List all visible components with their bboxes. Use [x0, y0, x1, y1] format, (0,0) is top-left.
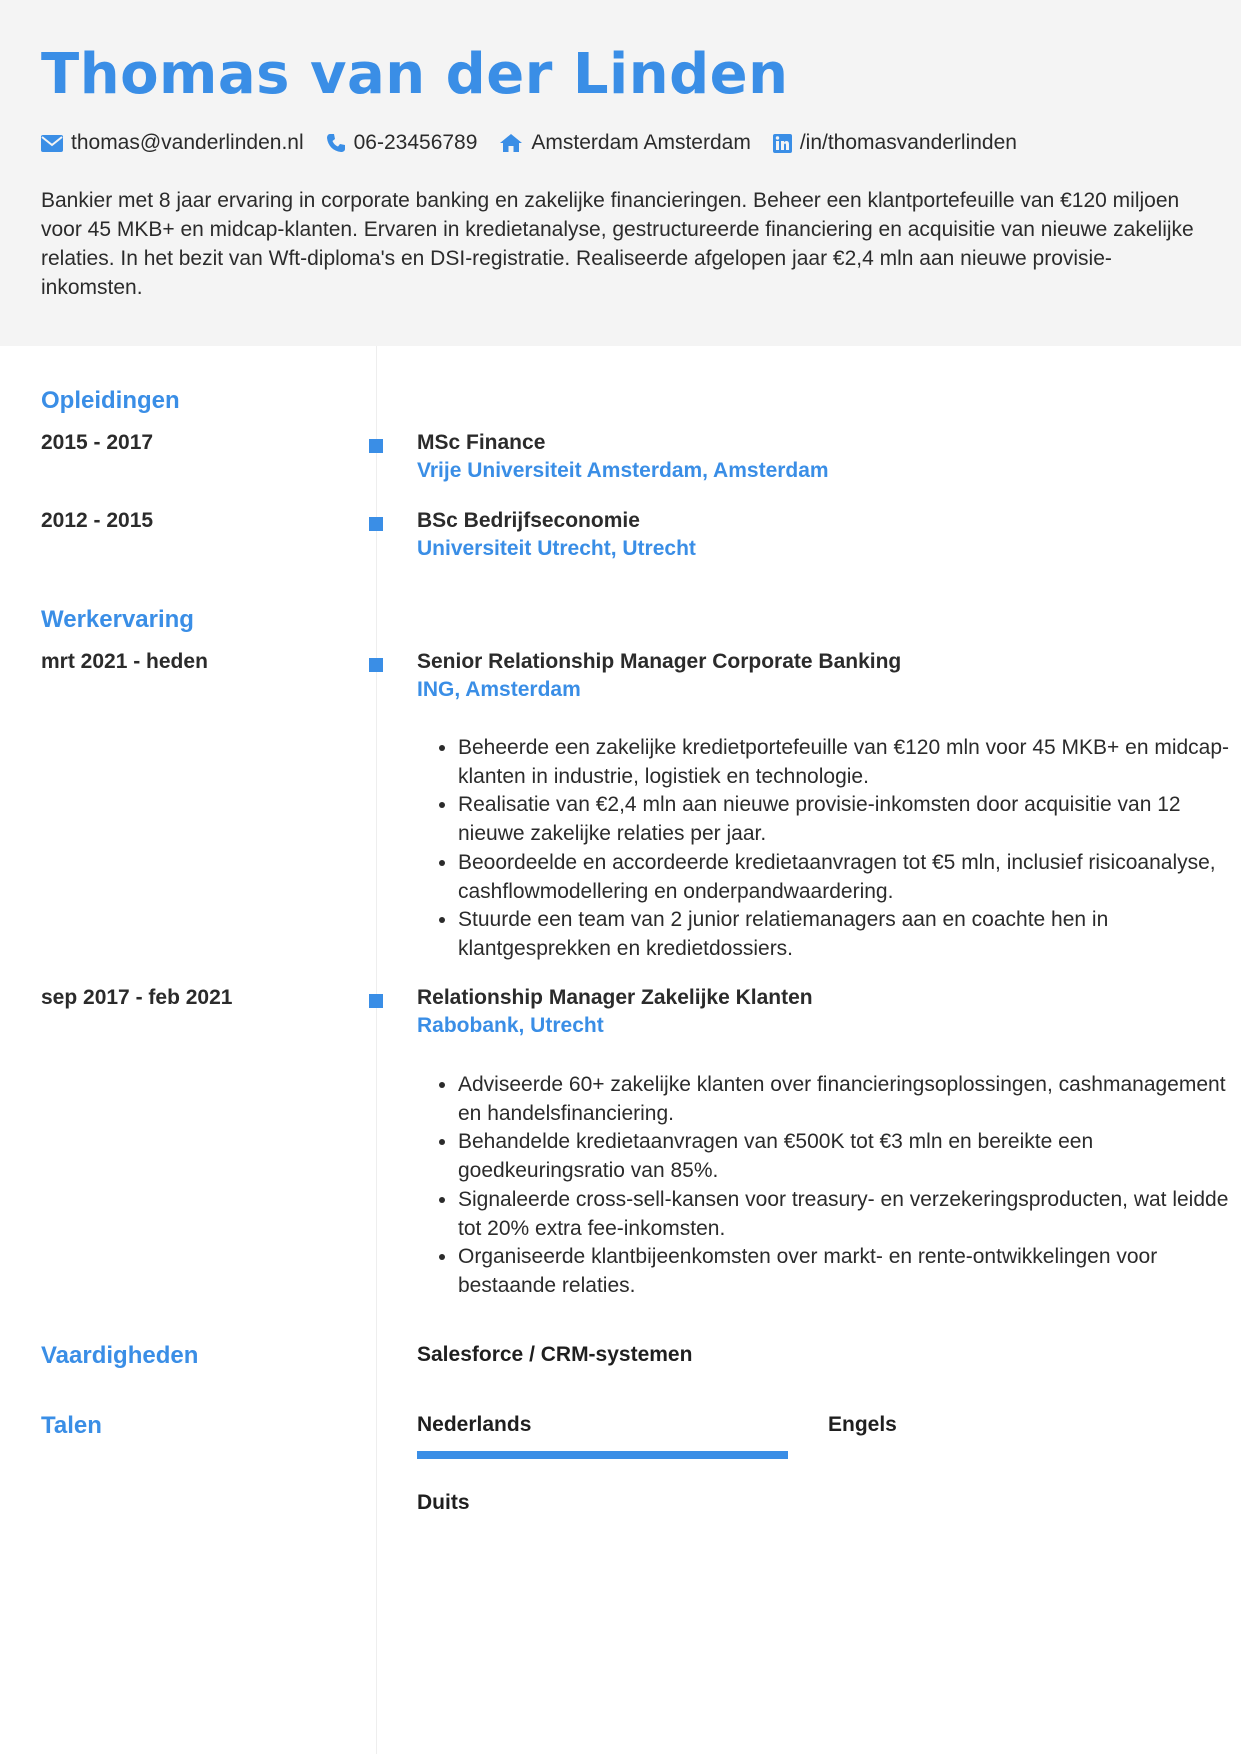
- list-item: • Organiseerde klantbijeenkomsten over markt- en rente-ontwikkelingen voor bestaande relaties.: [458, 1243, 1241, 1300]
- location-text: Amsterdam Amsterdam: [531, 131, 751, 154]
- education-date: 2012 - 2015: [41, 509, 154, 532]
- list-item: • Beheerde een zakelijke kredietportefeuille van €120 mln voor 45 MKB+ en midcap-klanten in industrie, logistiek en technologie.: [458, 734, 1241, 791]
- list-item: • Realisatie van €2,4 mln aan nieuwe provisie-inkomsten door acquisitie van 12 nieuwe zakelijke relaties per jaar.: [458, 791, 1241, 848]
- language-item: Nederlands: [417, 1413, 532, 1436]
- phone-text: 06-23456789: [353, 131, 478, 154]
- experience-date: sep 2017 - feb 2021: [41, 986, 233, 1009]
- section-title-languages: Talen: [41, 1412, 102, 1439]
- experience-date: mrt 2021 - heden: [41, 650, 208, 673]
- experience-role: Relationship Manager Zakelijke Klanten: [417, 986, 813, 1009]
- candidate-name: Thomas van der Linden: [41, 42, 789, 107]
- list-item: • Behandelde kredietaanvragen van €500K tot €3 mln en bereikte een goedkeuringsratio van 85%.: [458, 1128, 1241, 1185]
- envelope-icon: [41, 135, 63, 152]
- profile-summary: Bankier met 8 jaar ervaring in corporate banking en zakelijke financieringen. Beheer een klantportefeuille van €120 miljoen voor 45 MKB+ en midcap-klanten. Ervaren in kredietanalyse, gestructureerde financiering en acquisitie van nieuwe zakelijke relaties. In het bezit van Wft-diploma's en DSI-registratie. Realiseerde afgelopen jaar €2,4 mln aan nieuwe provisie-inkomsten.: [41, 189, 1194, 299]
- email-text: thomas@vanderlinden.nl: [71, 131, 304, 154]
- contact-phone[interactable]: [326, 131, 478, 155]
- timeline-marker: [369, 439, 383, 453]
- home-icon: [499, 133, 523, 153]
- timeline-marker: [369, 994, 383, 1008]
- education-school: Vrije Universiteit Amsterdam, Amsterdam: [417, 459, 829, 482]
- contact-location: [499, 131, 750, 155]
- contact-bar: [41, 128, 1039, 158]
- experience-bullets: [417, 734, 1241, 964]
- experience-company: Rabobank, Utrecht: [417, 1014, 604, 1037]
- experience-bullets: [417, 1071, 1241, 1301]
- section-title-experience: Werkervaring: [41, 606, 194, 633]
- timeline-marker: [369, 517, 383, 531]
- linkedin-text: /in/thomasvanderlinden: [799, 131, 1017, 154]
- education-date: 2015 - 2017: [41, 431, 154, 454]
- list-item: • Adviseerde 60+ zakelijke klanten over financieringsoplossingen, cashmanagement en handelsfinanciering.: [458, 1071, 1241, 1128]
- header: [0, 0, 1241, 346]
- list-item: • Beoordeelde en accordeerde kredietaanvragen tot €5 mln, inclusief risicoanalyse, cashflowmodellering en onderpandwaardering.: [458, 849, 1241, 906]
- education-degree: BSc Bedrijfseconomie: [417, 509, 640, 532]
- education-degree: MSc Finance: [417, 431, 546, 454]
- list-item: • Stuurde een team van 2 junior relatiemanagers aan en coachte hen in klantgesprekken en kredietdossiers.: [458, 906, 1241, 963]
- experience-company: ING, Amsterdam: [417, 678, 581, 701]
- language-level-bar: [417, 1451, 788, 1459]
- language-item: Engels: [828, 1413, 897, 1436]
- list-item: • Signaleerde cross-sell-kansen voor treasury- en verzekeringsproducten, wat leidde tot 20% extra fee-inkomsten.: [458, 1186, 1241, 1243]
- education-school: Universiteit Utrecht, Utrecht: [417, 537, 696, 560]
- contact-linkedin[interactable]: [773, 131, 1017, 155]
- timeline-marker: [369, 658, 383, 672]
- section-title-education: Opleidingen: [41, 387, 180, 414]
- phone-icon: [326, 133, 346, 153]
- skill-item: Salesforce / CRM-systemen: [417, 1343, 693, 1366]
- linkedin-icon: [773, 134, 792, 153]
- column-divider: [376, 346, 377, 1754]
- section-title-skills: Vaardigheden: [41, 1342, 199, 1369]
- language-item: Duits: [417, 1491, 470, 1514]
- experience-role: Senior Relationship Manager Corporate Banking: [417, 650, 902, 673]
- contact-email[interactable]: [41, 131, 304, 155]
